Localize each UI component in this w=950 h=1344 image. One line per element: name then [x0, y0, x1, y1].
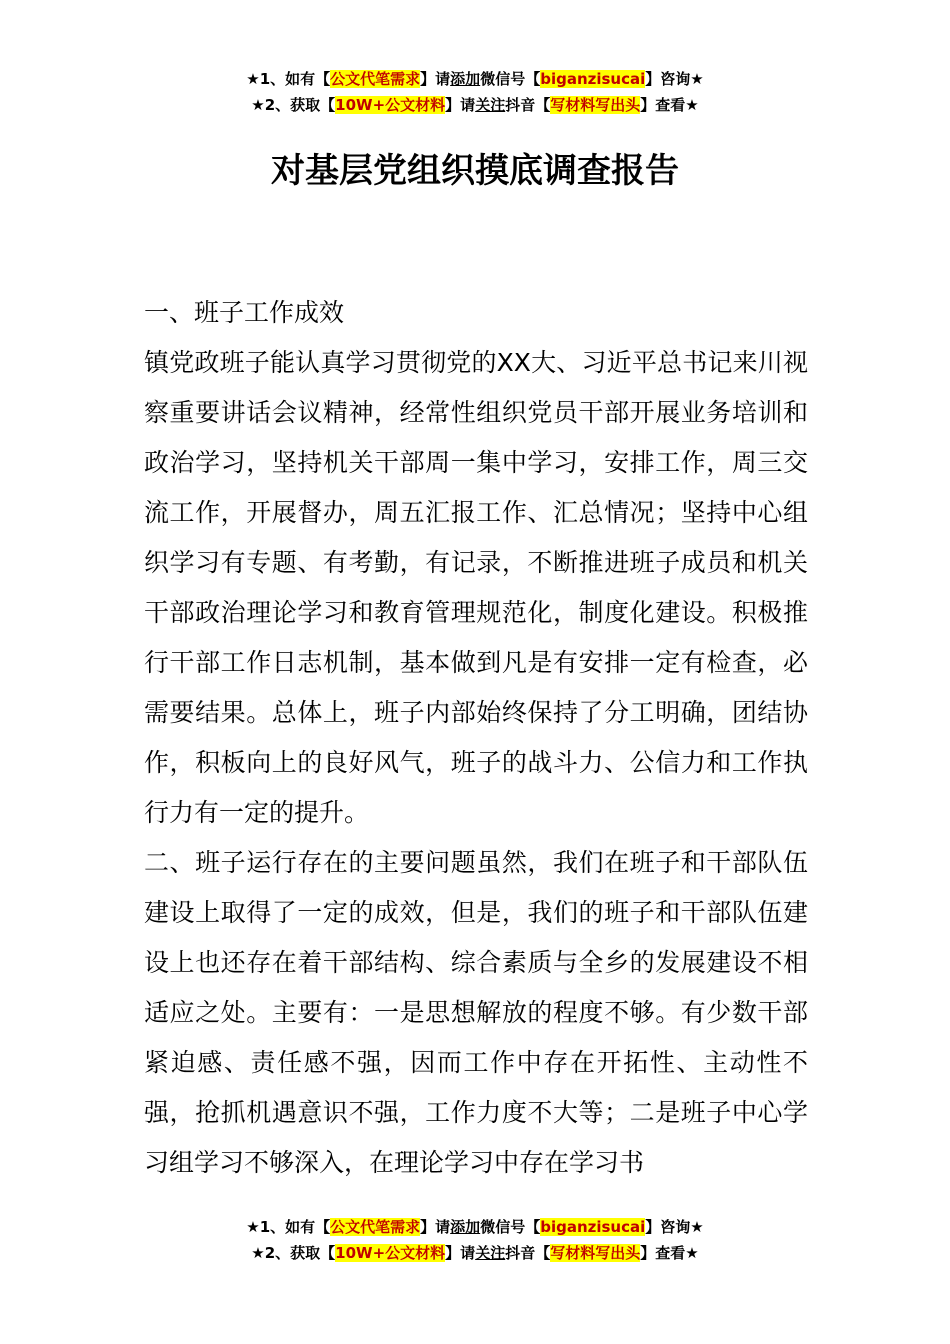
paragraph: 二、班子运行存在的主要问题虽然，我们在班子和干部队伍建设上取得了一定的成效，但是，我们的班子和干部队伍建设上也还存在着干部结构、综合素质与全乡的发展建设不相适应之处。主要有：一是思想解放的程度不够。有少数干部紧迫感、责任感不强，因而工作中存在开拓性、主动性不强，抢抓机遇意识不强，工作力度不大等；二是班子中心学习组学习不够深入，在理论学习中存在学习书 [144, 848, 808, 1177]
banner-highlight: 公文代笔需求 [330, 70, 421, 88]
banner-line-1: ★1、如有【公文代笔需求】请添加微信号【biganzisucai】咨询★ [246, 70, 704, 88]
paragraph: 镇党政班子能认真学习贯彻党的XX大、习近平总书记来川视察重要讲话会议精神，经常性组织党员干部开展业务培训和政治学习，坚持机关干部周一集中学习，安排工作，周三交流工作，开展督办，周五汇报工作、汇总情况；坚持中心组织学习有专题、有考勤，有记录，不断推进班子成员和机关干部政治理论学习和教育管理规范化，制度化建设。积极推行干部工作日志机制，基本做到凡是有安排一定有检查，必需要结果。总体上，班子内部始终保持了分工明确，团结协作，积板向上的良好风气，班子的战斗力、公信力和工作执行力有一定的提升。 [144, 348, 808, 827]
header-banner [0, 66, 950, 118]
banner-highlight: 10W+公文材料 [335, 96, 446, 114]
star-icon: ★ [685, 1244, 699, 1262]
banner-line-2: ★2、获取【10W+公文材料】请关注抖音【写材料写出头】查看★ [251, 96, 699, 114]
banner-highlight: biganzisucai [540, 70, 646, 88]
banner-highlight: 写材料写出头 [550, 1244, 641, 1262]
star-icon: ★ [246, 70, 260, 88]
star-icon: ★ [251, 96, 265, 114]
banner-highlight: 公文代笔需求 [330, 1218, 421, 1236]
document-body [144, 288, 808, 1188]
banner-highlight: 10W+公文材料 [335, 1244, 446, 1262]
section-heading: 一、班子工作成效 [144, 298, 345, 327]
star-icon: ★ [246, 1218, 260, 1236]
star-icon: ★ [685, 96, 699, 114]
banner-highlight: biganzisucai [540, 1218, 646, 1236]
footer-banner [0, 1214, 950, 1266]
banner-line-1: ★1、如有【公文代笔需求】请添加微信号【biganzisucai】咨询★ [246, 1218, 704, 1236]
banner-line-2: ★2、获取【10W+公文材料】请关注抖音【写材料写出头】查看★ [251, 1244, 699, 1262]
star-icon: ★ [251, 1244, 265, 1262]
banner-highlight: 写材料写出头 [550, 96, 641, 114]
star-icon: ★ [690, 70, 704, 88]
document-title: 对基层党组织摸底调查报告 [271, 151, 679, 191]
star-icon: ★ [690, 1218, 704, 1236]
